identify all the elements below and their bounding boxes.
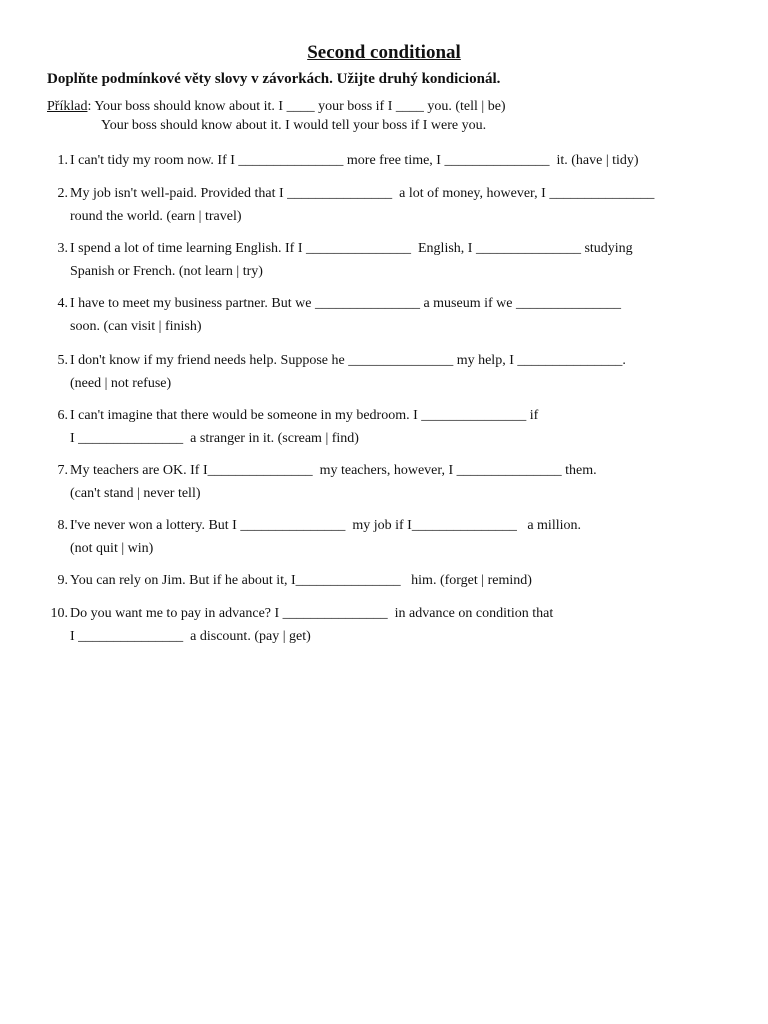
exercise-line2: (need | not refuse) xyxy=(70,375,172,391)
exercise-line2: (not quit | win) xyxy=(70,540,154,556)
exercise-line2: soon. (can visit | finish) xyxy=(70,318,202,334)
exercise-line1: My teachers are OK. If I_______________ my teachers, however, I _______________ them. xyxy=(70,463,597,478)
exercise-line1: You can rely on Jim. But if he about it, I_______________ him. (forget | remind) xyxy=(70,573,532,588)
exercise-number: 7. xyxy=(57,463,68,478)
exercise-item xyxy=(44,183,734,228)
example-label: Příklad xyxy=(47,99,88,114)
exercise-item xyxy=(44,293,734,338)
exercise-number: 6. xyxy=(57,408,68,423)
exercise-line2: I _______________ a stranger in it. (scream | find) xyxy=(70,430,359,446)
exercise-line1: I have to meet my business partner. But we _______________ a museum if we _______________ xyxy=(70,296,621,311)
page-title: Second conditional xyxy=(307,42,461,63)
exercise-number: 1. xyxy=(57,153,68,168)
exercise-line2: Spanish or French. (not learn | try) xyxy=(70,263,263,279)
exercise-line2: I _______________ a discount. (pay | get) xyxy=(70,628,311,644)
exercise-number: 5. xyxy=(57,353,68,368)
exercise-line1: I've never won a lottery. But I _______________ my job if I_______________ a million. xyxy=(70,518,581,533)
exercise-number: 3. xyxy=(57,241,68,256)
exercise-item xyxy=(44,570,734,593)
exercise-item xyxy=(44,460,734,505)
exercise-line1: I don't know if my friend needs help. Suppose he _______________ my help, I _______________. xyxy=(70,353,626,368)
exercise-item xyxy=(44,350,734,395)
exercise-line2: (can't stand | never tell) xyxy=(70,485,201,501)
exercise-number: 10. xyxy=(50,606,68,621)
exercise-line1: I spend a lot of time learning English. If I _______________ English, I _______________ studying xyxy=(70,241,633,256)
exercise-line1: I can't tidy my room now. If I _______________ more free time, I _______________ it. (have | tidy) xyxy=(70,153,639,168)
exercise-number: 4. xyxy=(57,296,68,311)
exercise-number: 2. xyxy=(57,186,68,201)
exercise-number: 8. xyxy=(57,518,68,533)
exercise-item xyxy=(44,238,734,283)
exercise-item xyxy=(44,603,734,648)
exercise-line1: Do you want me to pay in advance? I _______________ in advance on condition that xyxy=(70,606,554,621)
exercise-line1: My job isn't well-paid. Provided that I _______________ a lot of money, however, I _______________ xyxy=(70,186,655,201)
example-line2: Your boss should know about it. I would tell your boss if I were you. xyxy=(101,118,487,133)
example-line1: : Your boss should know about it. I ____ your boss if I ____ you. (tell | be) xyxy=(87,99,506,114)
exercise-line2: round the world. (earn | travel) xyxy=(70,208,242,224)
exercise-line1: I can't imagine that there would be someone in my bedroom. I _______________ if xyxy=(70,408,539,423)
example-block xyxy=(47,97,506,135)
exercise-number: 9. xyxy=(57,573,68,588)
exercise-item xyxy=(44,150,734,173)
exercise-item xyxy=(44,405,734,450)
exercise-item xyxy=(44,515,734,560)
instruction-text: Doplňte podmínkové věty slovy v závorkách. Užijte druhý kondicionál. xyxy=(47,71,501,87)
